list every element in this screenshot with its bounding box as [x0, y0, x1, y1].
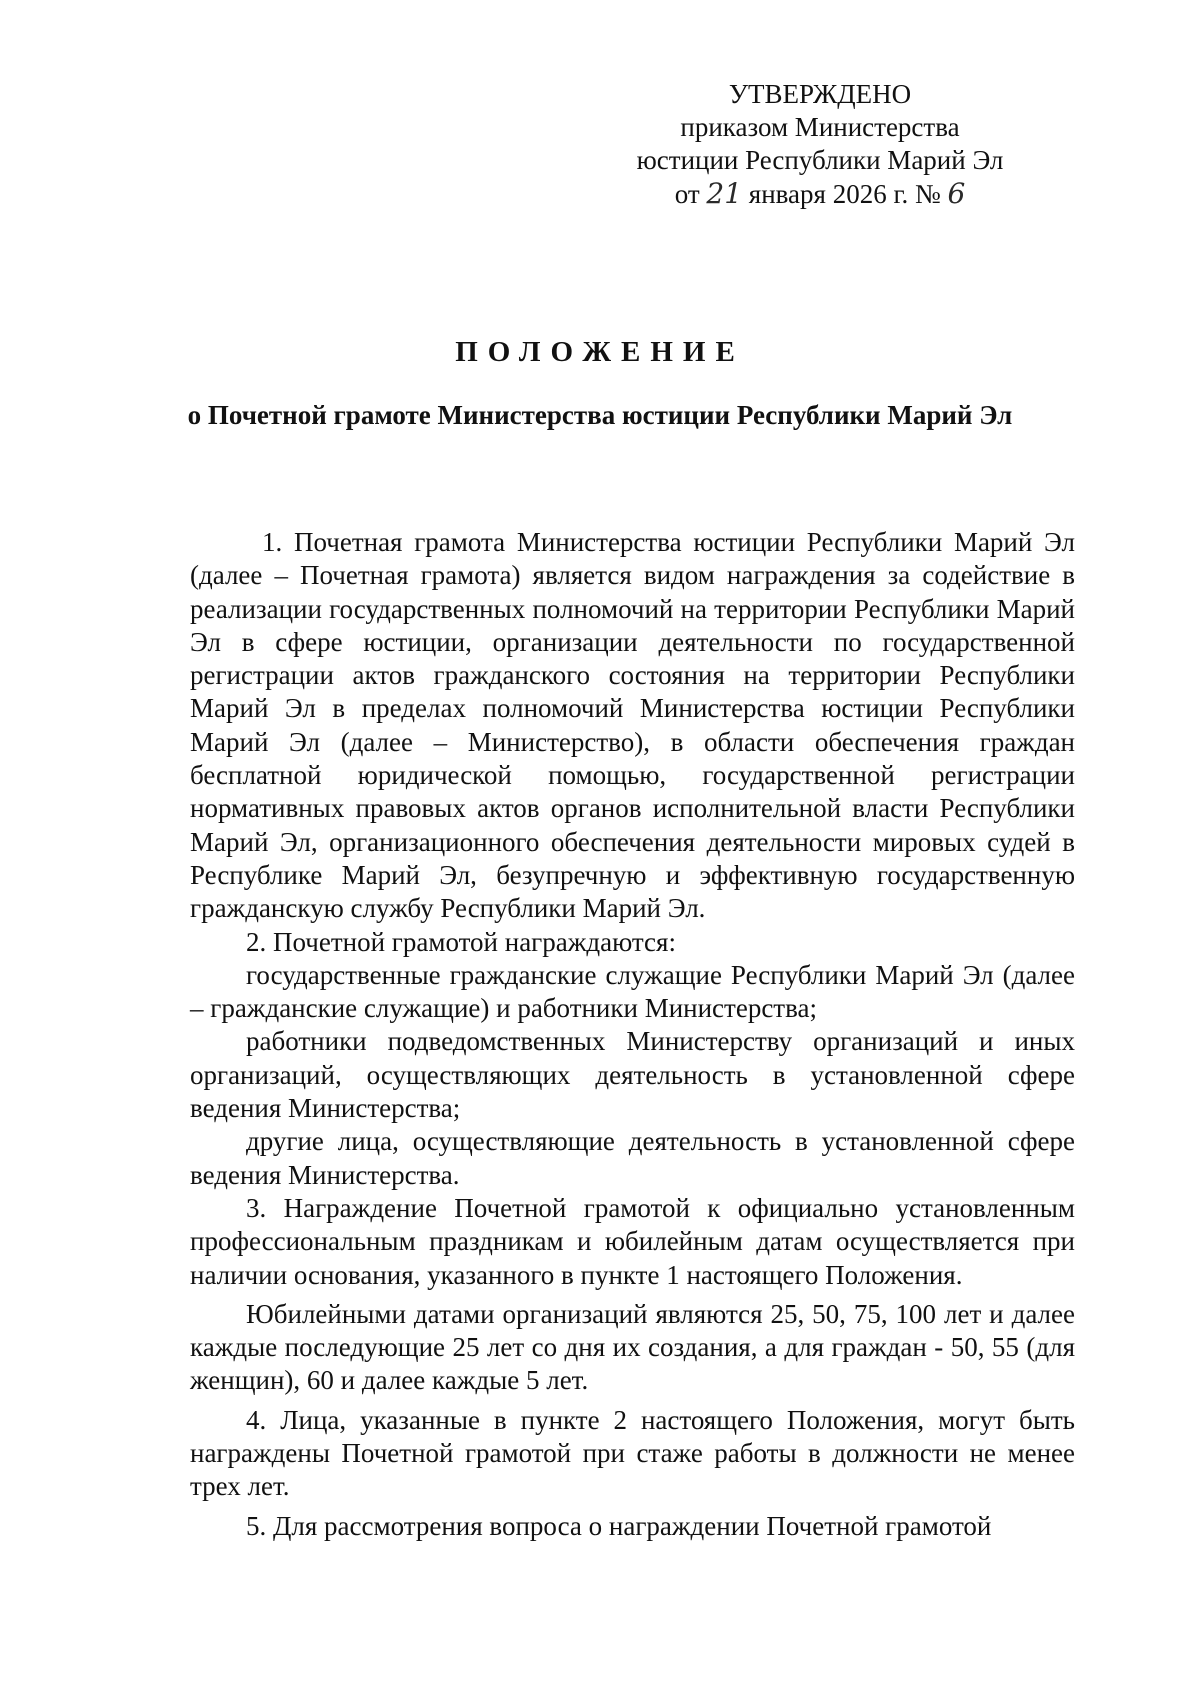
paragraph-2-item-2: работники подведомственных Министерству организаций и иных организаций, осуществляющих деятельность в установленной сфере ведения Министерства; [190, 1026, 1075, 1124]
handwritten-number: 6 [947, 177, 966, 210]
paragraph-5: 5. Для рассмотрения вопроса о награждении Почетной грамотой [246, 1510, 992, 1541]
paragraph-2: 2. Почетной грамотой награждаются: [246, 926, 676, 957]
approval-ministry-line: юстиции Республики Марий Эл [636, 145, 1004, 175]
approval-order-line: приказом Министерства [680, 112, 960, 142]
approval-date-line: от 21 января 2026 г. № 6 [674, 177, 966, 210]
paragraph-4: 4. Лица, указанные в пункте 2 настоящего Положения, могут быть награждены Почетной грамотой при стаже работы в должности не менее трех лет. [190, 1404, 1075, 1502]
paragraph-1: 1. Почетная грамота Министерства юстиции Республики Марий Эл (далее – Почетная грамота) является видом награждения за содействие в реализации государственных полномочий на территории Республики Марий Эл в сфере юстиции, организации деятельности по государственной регистрации актов гражданского состояния на территории Республики Марий Эл в пределах полномочий Министерства юстиции Республики Марий Эл (далее – Министерство), в области обеспечения граждан бесплатной юридической помощью, государственной регистрации нормативных правовых актов органов исполнительной власти Республики Марий Эл, организационного обеспечения деятельности мировых судей в Республике Марий Эл, безупречную и эффективную государственную гражданскую службу Республики Марий Эл. [190, 527, 1075, 924]
approval-block [600, 78, 1040, 211]
paragraph-3: 3. Награждение Почетной грамотой к официально установленным профессиональным праздникам и юбилейным датам осуществляется при наличии основания, указанного в пункте 1 настоящего Положения. [190, 1192, 1075, 1290]
handwritten-day: 21 [706, 177, 743, 210]
paragraph-2-item-3: другие лица, осуществляющие деятельность в установленной сфере ведения Министерства. [190, 1126, 1075, 1190]
paragraph-3-jubilee: Юбилейными датами организаций являются 25, 50, 75, 100 лет и далее каждые последующие 25 лет со дня их создания, а для граждан - 50, 55 (для женщин), 60 и далее каждые 5 лет. [190, 1298, 1075, 1396]
document-title: ПОЛОЖЕНИЕ [455, 336, 745, 368]
approval-heading: УТВЕРЖДЕНО [728, 79, 912, 109]
paragraph-2-item-1: государственные гражданские служащие Республики Марий Эл (далее – гражданские служащие) и работники Министерства; [190, 959, 1075, 1024]
document-subtitle: о Почетной грамоте Министерства юстиции Республики Марий Эл [187, 400, 1013, 430]
document-body [190, 526, 1075, 1543]
